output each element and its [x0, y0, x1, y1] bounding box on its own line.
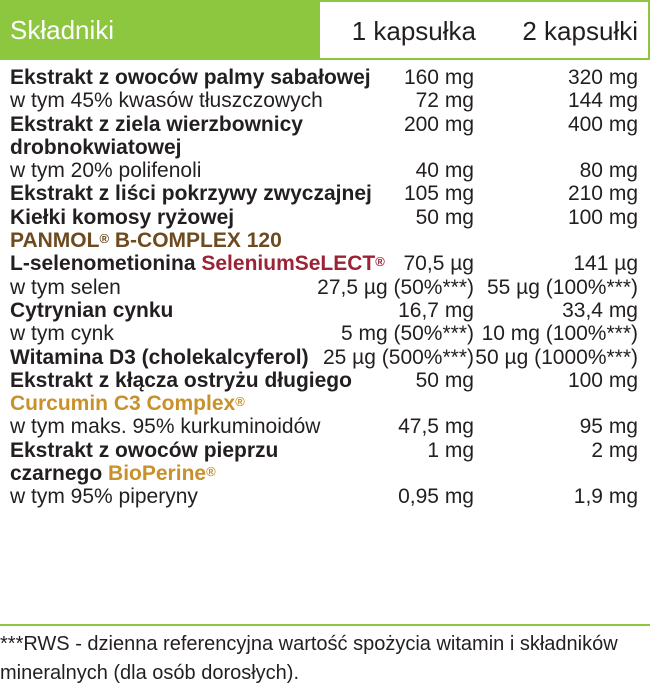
value-two-capsules: 400 mg — [567, 112, 638, 136]
ingredient-name — [10, 462, 216, 485]
table-row — [0, 415, 650, 438]
value-one-capsule: 47,5 mg — [398, 415, 474, 439]
ingredient-name — [10, 252, 385, 275]
table-row — [0, 299, 650, 322]
value-one-capsule: 0,95 mg — [398, 485, 474, 509]
ingredient-name: Ekstrakt z ziela wierzbownicy — [10, 112, 303, 136]
brand-bioperine: BioPerine — [108, 462, 207, 486]
value-one-capsule: 200 mg — [403, 112, 474, 136]
ingredient-name: Witamina D3 (cholekalcyferol) — [10, 345, 309, 369]
table-row — [0, 159, 650, 182]
table-row — [0, 462, 650, 485]
ingredient-name: Ekstrakt z kłącza ostryżu długiego — [10, 368, 352, 392]
value-one-capsule: 105 mg — [403, 182, 474, 206]
ingredient-name: w tym maks. 95% kurkuminoidów — [10, 415, 321, 439]
ingredient-name: w tym selen — [10, 275, 121, 299]
value-one-capsule: 160 mg — [403, 66, 474, 89]
table-header — [0, 0, 650, 60]
divider-line — [0, 624, 650, 626]
table-row — [0, 89, 650, 112]
registered-mark: ® — [206, 464, 216, 480]
ingredient-name: w tym 20% polifenoli — [10, 159, 202, 183]
table-row — [0, 322, 650, 345]
table-body — [0, 66, 650, 509]
ingredient-name: Ekstrakt z liści pokrzywy zwyczajnej — [10, 182, 372, 206]
ingredient-name — [10, 392, 245, 415]
registered-mark: ® — [99, 231, 110, 247]
table-row — [0, 252, 650, 275]
value-two-capsules: 1,9 mg — [573, 485, 638, 509]
value-two-capsules: 80 mg — [579, 159, 638, 183]
ingredient-label: L-selenometionina — [10, 252, 196, 276]
value-one-capsule: 40 mg — [415, 159, 474, 183]
value-two-capsules: 10 mg (100%***) — [481, 322, 638, 346]
table-row — [0, 369, 650, 392]
header-values — [320, 0, 650, 60]
value-two-capsules: 141 µg — [573, 252, 638, 276]
table-row — [0, 276, 650, 299]
value-one-capsule: 70,5 µg — [403, 252, 474, 276]
table-row — [0, 346, 650, 369]
value-two-capsules: 144 mg — [567, 89, 638, 113]
brand-suffix: B-COMPLEX 120 — [114, 229, 282, 253]
value-one-capsule: 72 mg — [415, 89, 474, 113]
value-two-capsules: 33,4 mg — [562, 298, 638, 322]
table-row — [0, 113, 650, 136]
value-one-capsule: 27,5 µg (50%***) — [317, 275, 474, 299]
brand-selenium: SeleniumSeLECT — [201, 252, 376, 276]
table-row — [0, 182, 650, 205]
value-two-capsules: 2 mg — [591, 438, 638, 462]
ingredient-label: czarnego — [10, 462, 103, 486]
table-row — [0, 229, 650, 252]
value-one-capsule: 16,7 mg — [398, 298, 474, 322]
ingredient-name: w tym 95% piperyny — [10, 485, 198, 509]
table-row — [0, 66, 650, 89]
value-two-capsules: 50 µg (1000%***) — [475, 345, 638, 369]
value-one-capsule: 50 mg — [415, 205, 474, 229]
footnote: ***RWS - dzienna referencyjna wartość spożycia witamin i składników mineralnych (dla osób dorosłych). — [0, 633, 618, 684]
header-two-capsules: 2 kapsułki — [522, 16, 638, 46]
table-row — [0, 439, 650, 462]
table-row — [0, 206, 650, 229]
ingredient-name: w tym cynk — [10, 322, 114, 346]
ingredient-name: drobnokwiatowej — [10, 135, 182, 159]
ingredient-name: Ekstrakt z owoców pieprzu — [10, 438, 279, 462]
ingredient-name: Kiełki komosy ryżowej — [10, 205, 235, 229]
brand-curcumin: Curcumin C3 Complex — [10, 392, 236, 416]
brand-panmol: PANMOL — [10, 229, 100, 253]
registered-mark: ® — [235, 394, 245, 410]
value-one-capsule: 50 mg — [415, 368, 474, 392]
ingredient-name: Cytrynian cynku — [10, 298, 174, 322]
header-ingredients: Składniki — [0, 0, 320, 60]
value-two-capsules: 100 mg — [567, 205, 638, 229]
value-two-capsules: 100 mg — [567, 368, 638, 392]
table-row — [0, 392, 650, 415]
value-two-capsules: 320 mg — [567, 66, 638, 89]
table-row — [0, 485, 650, 508]
ingredient-name — [10, 229, 282, 252]
registered-mark: ® — [375, 254, 385, 270]
value-one-capsule: 5 mg (50%***) — [340, 322, 474, 346]
table-row — [0, 136, 650, 159]
value-two-capsules: 95 mg — [579, 415, 638, 439]
ingredient-name: w tym 45% kwasów tłuszczowych — [10, 89, 323, 113]
value-two-capsules: 210 mg — [567, 182, 638, 206]
value-one-capsule: 25 µg (500%***) — [322, 345, 474, 369]
ingredient-name: Ekstrakt z owoców palmy sabałowej — [10, 66, 371, 89]
value-one-capsule: 1 mg — [427, 438, 474, 462]
header-one-capsule: 1 kapsułka — [351, 16, 476, 46]
value-two-capsules: 55 µg (100%***) — [486, 275, 638, 299]
